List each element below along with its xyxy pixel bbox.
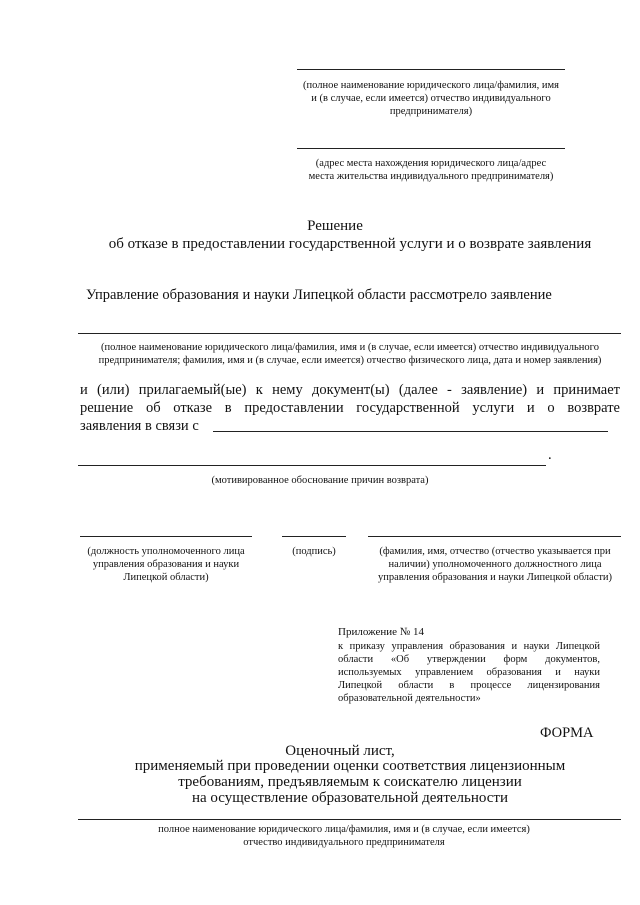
form-line-3: требованиям, предъявляемым к соискателю лицензии: [178, 774, 522, 790]
form-line-4: на осуществление образовательной деятельности: [191, 790, 509, 806]
form-applicant-line: [78, 819, 621, 820]
name-caption: (фамилия, имя, отчество (отчество указывается при наличии) уполномоченного должностного лица управления образования и науки Липецкой области): [377, 546, 613, 583]
form-line-2: применяемый при проведении оценки соответствия лицензионным: [134, 758, 566, 774]
position-caption: (должность уполномоченного лица управления образования и науки Липецкой области): [87, 546, 245, 583]
applicant-name-caption: (полное наименование юридического лица/фамилия, имя и (в случае, если имеется) отчество индивидуального предпринимателя): [303, 80, 559, 117]
reason-period: .: [548, 447, 552, 463]
appendix-number: Приложение № 14: [338, 626, 425, 638]
decision-body-line-3: заявления в связи с: [80, 418, 199, 434]
reason-line-1: [213, 431, 608, 432]
appendix-text: к приказу управления образования и науки Липецкой области «Об утверждении форм документов, используемых управлением образования и науки Липецкой области в процессе лицензирования образовательной деятельности»: [338, 641, 600, 704]
applicant-name-line: [297, 69, 565, 70]
reason-line-2: [78, 465, 546, 466]
position-line: [80, 536, 252, 537]
signature-line: [282, 536, 346, 537]
form-label: ФОРМА: [540, 725, 594, 741]
decision-subtitle: об отказе в предоставлении государственной услуги и о возврате заявления: [108, 236, 592, 252]
reason-caption: (мотивированное обоснование причин возврата): [211, 475, 429, 486]
address-line: [297, 148, 565, 149]
address-caption: (адрес места нахождения юридического лица/адрес места жительства индивидуального предпринимателя): [308, 158, 554, 182]
decision-title: Решение: [307, 218, 363, 234]
applicant-caption: (полное наименование юридического лица/фамилия, имя и (в случае, если имеется) отчество индивидуального предпринимателя; фамилия, имя и (в случае, если имеется) отчество физического лица, дата и номер заявления): [98, 342, 602, 366]
form-title: Оценочный лист,: [285, 743, 395, 759]
applicant-line: [78, 333, 621, 334]
decision-intro: Управление образования и науки Липецкой области рассмотрело заявление: [86, 287, 552, 303]
name-line: [368, 536, 621, 537]
signature-caption: (подпись): [292, 546, 336, 557]
decision-body-line-1: и (или) прилагаемый(ые) к нему документ(ы) (далее - заявление) и принимает: [80, 382, 620, 398]
decision-body-line-2: решение об отказе в предоставлении государственной услуги и о возврате: [80, 400, 620, 416]
form-applicant-caption: полное наименование юридического лица/фамилия, имя и (в случае, если имеется) отчество индивидуального предпринимателя: [158, 824, 530, 848]
